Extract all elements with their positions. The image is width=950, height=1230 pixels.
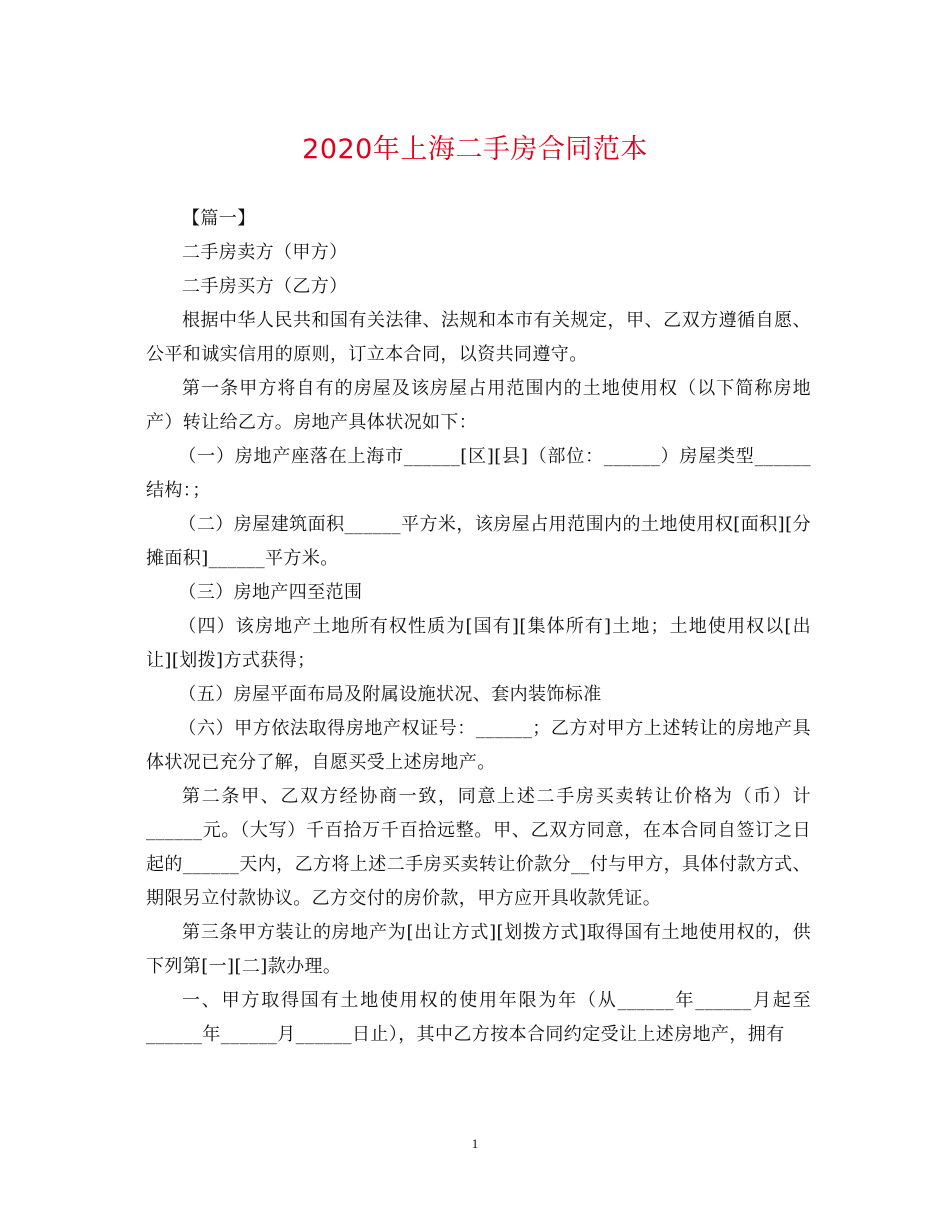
paragraph-article-1: 第一条甲方将自有的房屋及该房屋占用范围内的土地使用权（以下简称房地产）转让给乙方。房地产具体状况如下：: [146, 378, 811, 433]
paragraph-seller: 二手房卖方（甲方）: [182, 242, 348, 263]
page-number: 1: [471, 1136, 479, 1151]
paragraph-item-3: （三）房地产四至范围: [178, 582, 363, 603]
paragraph-clause-1: 一、甲方取得国有土地使用权的使用年限为年（从______年______月起至______年______月______日止），其中乙方按本合同约定受让上述房地产，拥有: [146, 990, 811, 1045]
paragraph-item-6: （六）甲方依法取得房地产权证号：______；乙方对甲方上述转让的房地产具体状况已充分了解，自愿买受上述房地产。: [146, 718, 811, 773]
paragraph-item-5: （五）房屋平面布局及附属设施状况、套内装饰标准: [178, 684, 602, 705]
paragraph-article-2: 第二条甲、乙双方经协商一致，同意上述二手房买卖转让价格为（币）计______元。（大写）千百拾万千百拾远整。甲、乙双方同意，在本合同自签订之日起的______天内，乙方将上述二手房买卖转让价款分__付与甲方，具体付款方式、期限另立付款协议。乙方交付的房价款，甲方应开具收款凭证。: [146, 786, 811, 909]
paragraph-item-4: （四）该房地产土地所有权性质为[国有][集体所有]土地；土地使用权以[出让][划拨]方式获得；: [146, 616, 811, 671]
document-body: [146, 202, 811, 1052]
paragraph-buyer: 二手房买方（乙方）: [182, 276, 348, 297]
paragraph-item-1: （一）房地产座落在上海市______[区][县]（部位：______）房屋类型______结构：；: [146, 446, 811, 501]
paragraph-item-2: （二）房屋建筑面积______平方米，该房屋占用范围内的土地使用权[面积][分摊面积]______平方米。: [146, 514, 811, 569]
document-title: 2020年上海二手房合同范本: [302, 134, 648, 165]
paragraph-preamble: 根据中华人民共和国有关法律、法规和本市有关规定，甲、乙双方遵循自愿、公平和诚实信用的原则，订立本合同，以资共同遵守。: [146, 310, 811, 365]
section-heading: 【篇一】: [182, 208, 256, 229]
paragraph-article-3: 第三条甲方装让的房地产为[出让方式][划拨方式]取得国有土地使用权的，供下列第[一][二]款办理。: [146, 922, 811, 977]
